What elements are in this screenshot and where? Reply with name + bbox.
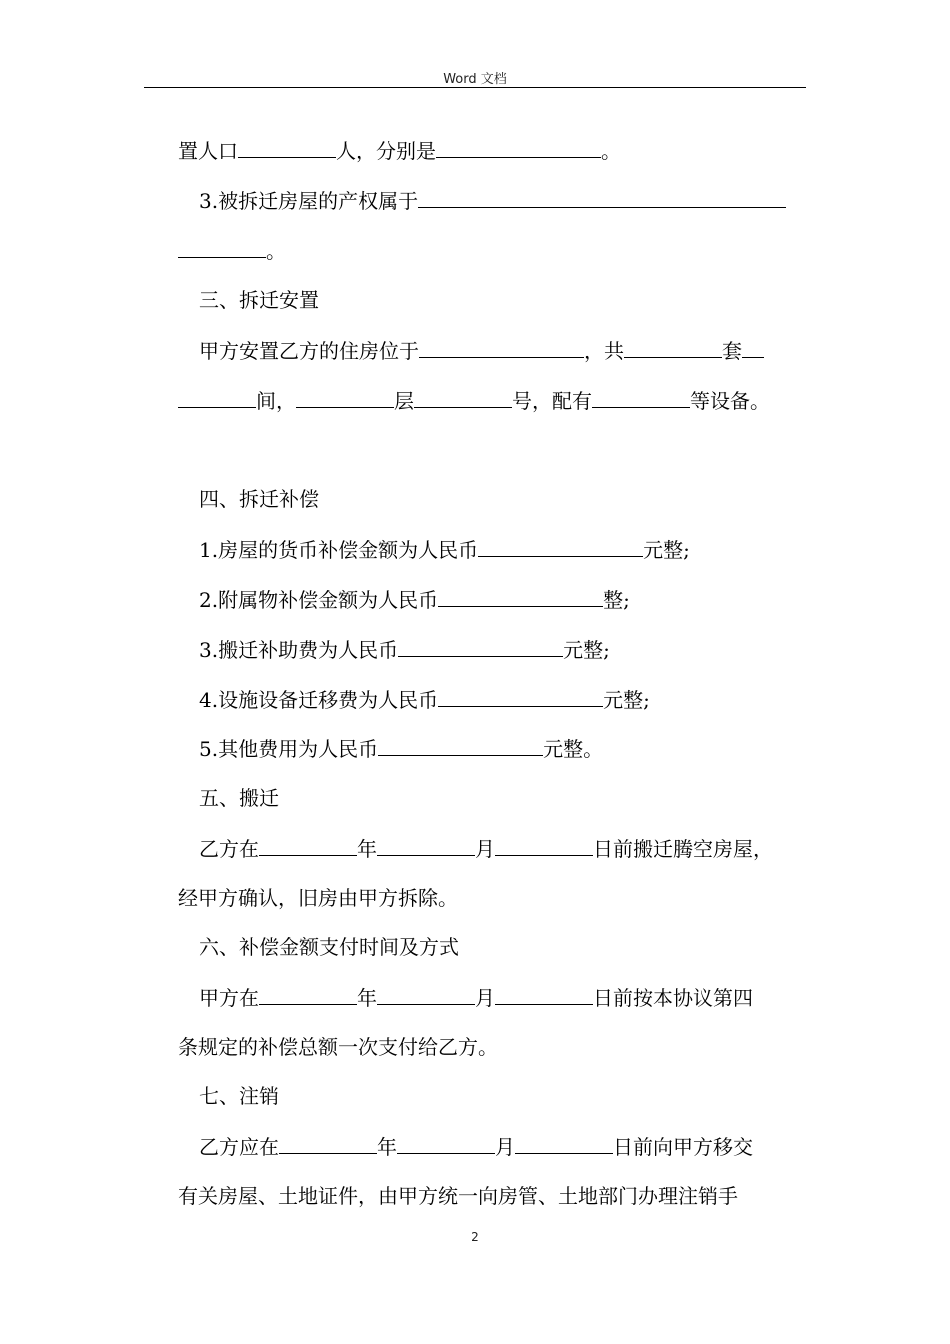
blank-field <box>259 833 357 856</box>
doc-line-18 <box>178 1032 498 1062</box>
blank-field <box>438 584 603 607</box>
text-segment: 甲方在 <box>199 986 259 1010</box>
blank-field <box>592 385 690 408</box>
doc-line-5 <box>199 335 764 365</box>
text-segment: 四、拆迁补偿 <box>199 487 319 511</box>
text-segment: 5.其他费用为人民币 <box>199 737 379 761</box>
text-segment: 元整。 <box>543 737 604 761</box>
text-segment: 年 <box>357 837 377 861</box>
blank-field <box>478 534 643 557</box>
blank-field <box>398 634 563 657</box>
section-heading-6 <box>199 932 459 962</box>
text-segment: 条规定的补偿总额一次支付给乙方。 <box>178 1035 498 1059</box>
blank-field <box>419 335 584 358</box>
blank-field <box>495 833 593 856</box>
blank-field <box>259 982 357 1005</box>
doc-line-9 <box>199 584 630 614</box>
header-rule <box>144 87 806 88</box>
doc-line-1 <box>178 135 621 165</box>
doc-line-2 <box>199 185 786 215</box>
section-heading-5 <box>199 783 279 813</box>
blank-field <box>515 1131 613 1154</box>
text-segment: 月 <box>475 986 495 1010</box>
text-segment: 五、搬迁 <box>199 786 279 810</box>
text-segment: ，共 <box>584 339 624 363</box>
text-segment: 1.房屋的货币补偿金额为人民币 <box>199 538 479 562</box>
blank-field <box>238 135 336 158</box>
doc-line-12 <box>199 733 603 763</box>
doc-line-21 <box>178 1181 738 1211</box>
blank-field <box>495 982 593 1005</box>
text-segment: 等设备。 <box>690 389 770 413</box>
blank-field <box>377 833 475 856</box>
blank-field <box>436 135 601 158</box>
text-segment: 人，分别是 <box>336 139 436 163</box>
text-segment: 乙方在 <box>199 837 259 861</box>
blank-field <box>624 335 722 358</box>
text-segment: 层 <box>394 389 414 413</box>
doc-line-3 <box>178 235 286 265</box>
text-segment: 甲方安置乙方的住房位于 <box>199 339 419 363</box>
blank-field <box>279 1131 377 1154</box>
text-segment: 七、注销 <box>199 1084 279 1108</box>
blank-field <box>742 335 764 358</box>
text-segment: 整; <box>603 588 630 612</box>
page-header: Word 文档 <box>443 72 507 87</box>
text-segment: 3.被拆迁房屋的产权属于 <box>199 189 419 213</box>
doc-line-17 <box>199 982 753 1012</box>
text-segment: 元整; <box>643 538 690 562</box>
doc-line-15 <box>178 883 458 913</box>
blank-field <box>296 385 394 408</box>
blank-field <box>418 185 786 208</box>
doc-line-14 <box>199 833 773 863</box>
text-segment: 年 <box>377 1135 397 1159</box>
doc-line-6 <box>178 385 770 415</box>
text-segment: 日前向甲方移交 <box>613 1135 753 1159</box>
text-segment: 三、拆迁安置 <box>199 288 319 312</box>
blank-field <box>414 385 512 408</box>
blank-field <box>377 982 475 1005</box>
text-segment: 元整; <box>563 638 610 662</box>
doc-line-8 <box>199 534 690 564</box>
text-segment: 。 <box>266 239 286 263</box>
text-segment: 4.设施设备迁移费为人民币 <box>199 688 439 712</box>
text-segment: 乙方应在 <box>199 1135 279 1159</box>
text-segment: 套 <box>722 339 742 363</box>
text-segment: 经甲方确认，旧房由甲方拆除。 <box>178 886 458 910</box>
text-segment: 间， <box>256 389 296 413</box>
text-segment: 日前按本协议第四 <box>593 986 753 1010</box>
text-segment: 号，配有 <box>512 389 592 413</box>
blank-field <box>178 235 266 258</box>
text-segment: 有关房屋、土地证件，由甲方统一向房管、土地部门办理注销手 <box>178 1184 738 1208</box>
text-segment: 置人口 <box>178 139 238 163</box>
text-segment: 日前搬迁腾空房屋， <box>593 837 773 861</box>
page-number: 2 <box>471 1230 479 1244</box>
text-segment: 3.搬迁补助费为人民币 <box>199 638 399 662</box>
text-segment: 。 <box>601 139 621 163</box>
text-segment: 六、补偿金额支付时间及方式 <box>199 935 459 959</box>
section-heading-7 <box>199 1081 279 1111</box>
blank-field <box>438 684 603 707</box>
text-segment: 2.附属物补偿金额为人民币 <box>199 588 439 612</box>
section-heading-4 <box>199 484 319 514</box>
text-segment: 元整; <box>603 688 650 712</box>
doc-line-20 <box>199 1131 753 1161</box>
blank-field <box>378 733 543 756</box>
text-segment: 年 <box>357 986 377 1010</box>
section-heading-3 <box>199 285 319 315</box>
doc-line-11 <box>199 684 650 714</box>
blank-field <box>397 1131 495 1154</box>
blank-field <box>178 385 256 408</box>
text-segment: 月 <box>475 837 495 861</box>
doc-line-10 <box>199 634 610 664</box>
text-segment: 月 <box>495 1135 515 1159</box>
